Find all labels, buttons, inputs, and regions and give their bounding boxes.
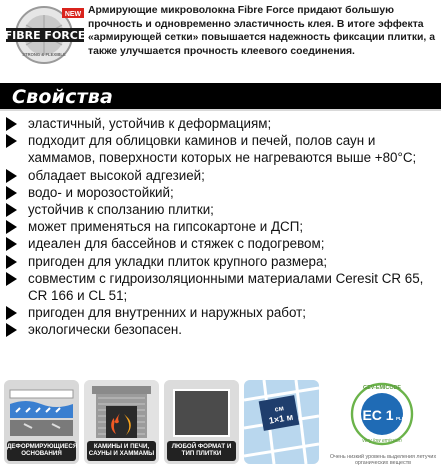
fireplace-badge	[84, 380, 159, 464]
fireplace-caption: КАМИНЫ И ПЕЧИ, САУНЫ И ХАММАМЫ	[87, 441, 156, 461]
triangle-bullet-icon	[6, 255, 17, 269]
property-item	[0, 167, 441, 184]
triangle-bullet-icon	[6, 323, 17, 337]
ec-label: EC 1	[362, 407, 394, 423]
property-text: эластичный, устойчив к деформациям;	[28, 116, 272, 131]
triangle-bullet-icon	[6, 186, 17, 200]
ec-ring-bottom: very low emission	[362, 438, 402, 444]
logo-ring-text: STRONG & FLEXIBLE	[22, 52, 66, 57]
property-text: пригоден для внутренних и наружных работ;	[28, 305, 306, 321]
fibre-force-logo	[4, 3, 90, 65]
logo-badge: NEW	[64, 11, 82, 18]
property-text: устойчив к сползанию плитки;	[28, 202, 214, 218]
tile-format-caption: ЛЮБОЙ ФОРМАТ И ТИП ПЛИТКИ	[167, 441, 236, 461]
logo-text: FIBRE FORCE	[4, 29, 86, 42]
triangle-bullet-icon	[6, 203, 17, 217]
triangle-bullet-icon	[6, 134, 17, 148]
property-text: пригоден для укладки плиток крупного размера;	[28, 253, 328, 269]
property-item	[0, 235, 441, 252]
large-tile-icon	[244, 380, 319, 464]
property-item	[0, 218, 441, 235]
section-header	[0, 83, 441, 111]
property-text: подходит для облицовки каминов и печей, полов саун и хаммамов, поверхности которых не нагреваются выше +80°С;	[28, 133, 417, 166]
property-item	[0, 321, 441, 338]
intro-text: Армирующие микроволокна Fibre Force придают большую прочность и одновременно эластичность клея. В итоге эффекта «армирующей сетки» повышается надежность фиксации плитки, а также улучшается прочность клеевого соединения.	[88, 5, 435, 57]
property-item	[0, 253, 441, 270]
large-tile-badge	[244, 380, 319, 464]
property-item	[0, 201, 441, 218]
tile-format-badge	[164, 380, 239, 464]
header-underline	[0, 109, 441, 111]
property-text: экологически безопасен.	[28, 322, 183, 338]
ec-plus-label: PLUS	[396, 416, 409, 421]
feature-badges	[0, 376, 441, 466]
ec-note: Очень низкий уровень выделения летучих органических веществ	[329, 454, 437, 466]
triangle-bullet-icon	[6, 306, 17, 320]
section-title: Свойства	[12, 86, 114, 108]
tile-unit-label: см	[274, 405, 285, 414]
property-text: может применяться на гипсокартоне и ДСП;	[28, 219, 304, 235]
property-text: обладает высокой адгезией;	[28, 167, 205, 183]
tile-size-label: 1×1 м	[268, 411, 294, 426]
deform-badge	[4, 380, 79, 464]
triangle-bullet-icon	[6, 117, 17, 131]
ec1-plus-icon	[326, 380, 438, 450]
property-text: идеален для бассейнов и стяжек с подогревом;	[28, 236, 325, 252]
top-banner	[0, 0, 441, 68]
triangle-bullet-icon	[6, 237, 17, 251]
property-item	[0, 115, 441, 132]
deform-caption: ДЕФОРМИРУЮЩИЕСЯ ОСНОВАНИЯ	[7, 441, 76, 461]
triangle-bullet-icon	[6, 272, 17, 286]
ec-ring-top: GEV-EMICODE	[362, 385, 402, 391]
property-item	[0, 132, 441, 166]
property-text: водо- и морозостойкий;	[28, 184, 174, 200]
property-item	[0, 304, 441, 321]
triangle-bullet-icon	[6, 169, 17, 183]
properties-list	[0, 115, 441, 339]
property-text: совместим с гидроизоляционными материалами Ceresit CR 65, CR 166 и CL 51;	[28, 270, 424, 304]
property-item	[0, 270, 441, 304]
triangle-bullet-icon	[6, 220, 17, 234]
property-item	[0, 184, 441, 201]
emicode-badge	[326, 380, 438, 466]
